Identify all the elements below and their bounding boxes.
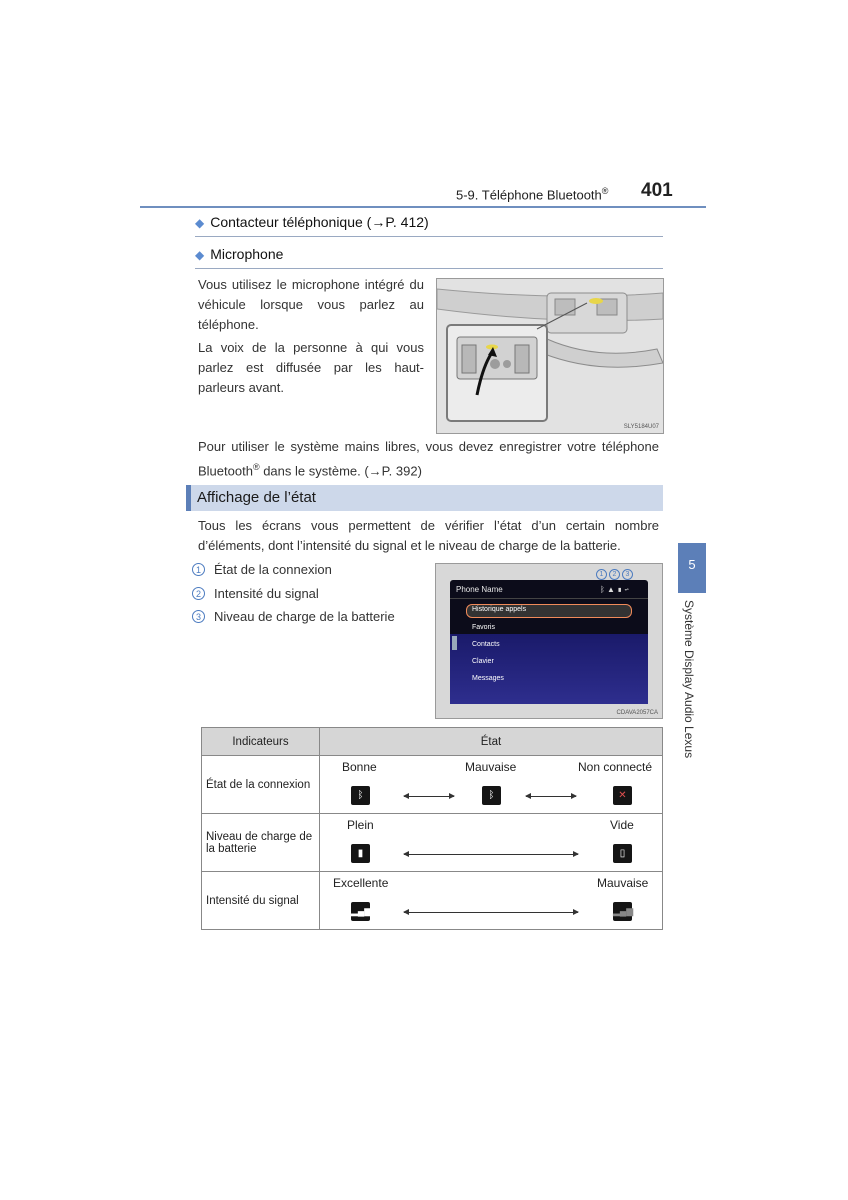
range-arrow	[404, 796, 454, 797]
phone-not-connected-icon: ✕	[613, 786, 632, 805]
menu-item[interactable]: Contacts	[472, 641, 500, 648]
callout-number: 1	[596, 569, 607, 580]
header-rule	[140, 206, 706, 208]
state-label: Non connecté	[578, 760, 653, 774]
battery-full-icon: ▮	[351, 844, 370, 863]
table-row	[202, 814, 663, 872]
chapter-tab: 5	[678, 543, 706, 593]
battery-icon: ▮	[617, 585, 623, 594]
menu-item[interactable]: Clavier	[472, 658, 494, 665]
intro-paragraph: Tous les écrans vous permettent de vérifier l’état d’un certain nombre d’éléments, dont l’intensité du signal et le niveau de charge de la batterie.	[198, 518, 659, 553]
battery-empty-icon: ▯	[613, 844, 632, 863]
table-row	[202, 756, 663, 814]
table-row	[202, 872, 663, 930]
screen-title: Phone Name	[456, 585, 503, 594]
microphone-paragraph-1: Vous utilisez le microphone intégré du véhicule lorsque vous parlez au téléphone.	[198, 277, 424, 332]
figure-code: CDAVA2057CA	[616, 710, 658, 716]
back-icon: ↩	[624, 585, 630, 594]
menu-item[interactable]: Favoris	[472, 624, 495, 631]
signal-icon: ▲	[607, 585, 615, 594]
state-cell	[320, 872, 663, 930]
scroll-indicator	[452, 636, 457, 650]
chapter-label: Système Display Audio Lexus	[682, 600, 696, 759]
menu-item[interactable]: Historique appels	[472, 606, 527, 613]
callout-number: 1	[192, 563, 205, 576]
figure-code: SLY5184U07	[623, 424, 659, 430]
state-label: Excellente	[333, 876, 389, 890]
callout-number: 3	[622, 569, 633, 580]
range-arrow	[526, 796, 576, 797]
section-title: Affichage de l’état	[197, 489, 316, 506]
state-label: Mauvaise	[597, 876, 649, 890]
signal-poor-icon: ▂▄▆	[613, 902, 632, 921]
bluetooth-good-icon: ᛒ	[351, 786, 370, 805]
phone-screen-figure	[435, 563, 663, 719]
menu-item[interactable]: Messages	[472, 675, 504, 682]
bluetooth-poor-icon: ᛒ	[482, 786, 501, 805]
range-arrow	[404, 912, 578, 913]
range-arrow	[404, 854, 578, 855]
bluetooth-icon: ᛒ	[600, 585, 605, 594]
row-label: Niveau de charge de la batterie	[202, 814, 320, 872]
microphone-figure	[436, 278, 664, 434]
list-item: Niveau de charge de la batterie	[214, 609, 395, 624]
signal-excellent-icon: ▂▄▆	[351, 902, 370, 921]
bullet-contacteur: ◆ Contacteur téléphonique (→P. 412)	[195, 214, 429, 230]
list-item: Intensité du signal	[214, 586, 319, 601]
diamond-icon: ◆	[195, 248, 205, 262]
state-cell	[320, 814, 663, 872]
bullet-rule	[195, 236, 663, 237]
screen-status-icons	[600, 585, 629, 594]
indicators-table	[201, 727, 663, 930]
table-header: État	[320, 728, 663, 756]
callout-number: 2	[192, 587, 205, 600]
bullet-rule	[195, 268, 663, 269]
list-item: État de la connexion	[214, 562, 332, 577]
page-number: 401	[641, 180, 673, 201]
running-header: 5-9. Téléphone Bluetooth®	[456, 186, 609, 203]
table-header: Indicateurs	[202, 728, 320, 756]
state-label: Bonne	[342, 760, 377, 774]
microphone-paragraph-2: La voix de la personne à qui vous parlez est diffusée par les haut-parleurs avant.	[198, 340, 424, 395]
callout-number: 3	[192, 610, 205, 623]
register-paragraph: Pour utiliser le système mains libres, vous devez enregistrer votre téléphone Bluetooth® dans le système. (→P. 392)	[198, 439, 659, 479]
state-label: Plein	[347, 818, 374, 832]
row-label: État de la connexion	[202, 756, 320, 814]
state-label: Vide	[610, 818, 634, 832]
callout-number: 2	[609, 569, 620, 580]
state-cell	[320, 756, 663, 814]
bullet-microphone: ◆ Microphone	[195, 246, 284, 262]
diamond-icon: ◆	[195, 216, 205, 230]
row-label: Intensité du signal	[202, 872, 320, 930]
state-label: Mauvaise	[465, 760, 517, 774]
screen-display	[450, 580, 648, 704]
